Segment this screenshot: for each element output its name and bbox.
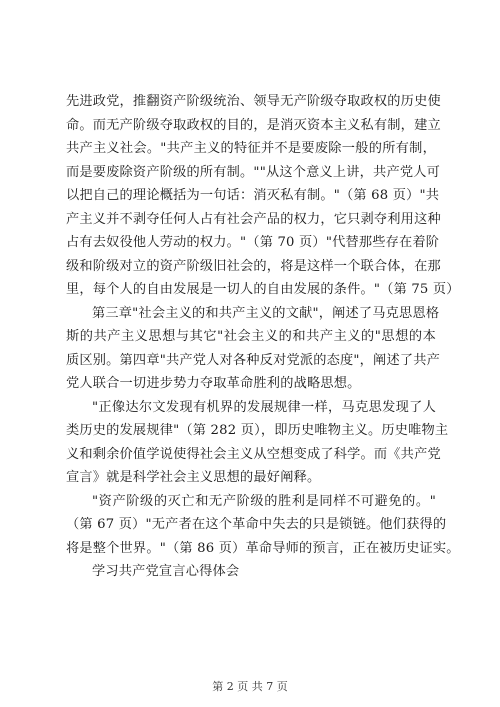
paragraph-3 bbox=[66, 396, 449, 490]
section-title: 学习共产党宣言心得体会 bbox=[92, 564, 240, 579]
text-line: "正像达尔文发现有机界的发展规律一样，马克思发现了人 bbox=[92, 399, 436, 415]
paragraph-1 bbox=[66, 90, 460, 302]
text-line: 宣言》就是科学社会主义思想的最好阐释。 bbox=[66, 470, 321, 485]
paragraph-4 bbox=[66, 490, 460, 561]
text-line: （第 67 页）"无产者在这个革命中失去的只是锁链。他们获得的 bbox=[66, 517, 447, 532]
text-line: 以把自己的理论概括为一句话：消灭私有制。"（第 68 页）"共 bbox=[66, 188, 440, 203]
text-line: 而是要废除资产阶级的所有制。""从这个意义上讲，共产党人可 bbox=[66, 164, 440, 180]
text-line: 先进政党，推翻资产阶级统治、领导无产阶级夺取政权的历史使 bbox=[66, 94, 441, 109]
text-line: 第三章"社会主义的和共产主义的文献"，阐述了马克思恩格 bbox=[92, 305, 440, 321]
text-line: 类历史的发展规律"（第 282 页），即历史唯物主义。历史唯物主 bbox=[66, 423, 449, 438]
page-footer: 第 2 页 共 7 页 bbox=[212, 680, 288, 693]
text-line: 产主义并不剥夺任何人占有社会产品的权力，它只剥夺利用这种 bbox=[66, 211, 441, 227]
text-line: 斯的共产主义思想与其它"社会主义的和共产主义的"思想的本 bbox=[66, 329, 436, 344]
text-line: 党人联合一切进步势力夺取革命胜利的战略思想。 bbox=[66, 376, 361, 391]
document-body bbox=[66, 90, 460, 584]
text-line: 质区别。第四章"共产党人对各种反对党派的态度"，阐述了共产 bbox=[66, 352, 440, 368]
paragraph-2 bbox=[66, 302, 440, 396]
text-line: 里，每个人的自由发展是一切人的自由发展的条件。"（第 75 页） bbox=[66, 282, 460, 297]
text-line: 占有去奴役他人劳动的权力。"（第 70 页）"代替那些存在着阶 bbox=[66, 235, 440, 250]
text-line: 共产主义社会。"共产主义的特征并不是要废除一般的所有制， bbox=[66, 141, 436, 156]
text-line: 将是整个世界。"（第 86 页）革命导师的预言，正在被历史证实。 bbox=[66, 540, 460, 556]
text-line: "资产阶级的灭亡和无产阶级的胜利是同样不可避免的。" bbox=[92, 493, 436, 509]
paragraph-5 bbox=[66, 560, 436, 584]
text-line: 级和阶级对立的资产阶级旧社会的，将是这样一个联合体，在那 bbox=[66, 258, 441, 274]
text-line: 义和剩余价值学说使得社会主义从空想变成了科学。而《共产党 bbox=[66, 446, 441, 462]
text-line: 命。而无产阶级夺取政权的目的，是消灭资本主义私有制，建立 bbox=[66, 117, 441, 133]
